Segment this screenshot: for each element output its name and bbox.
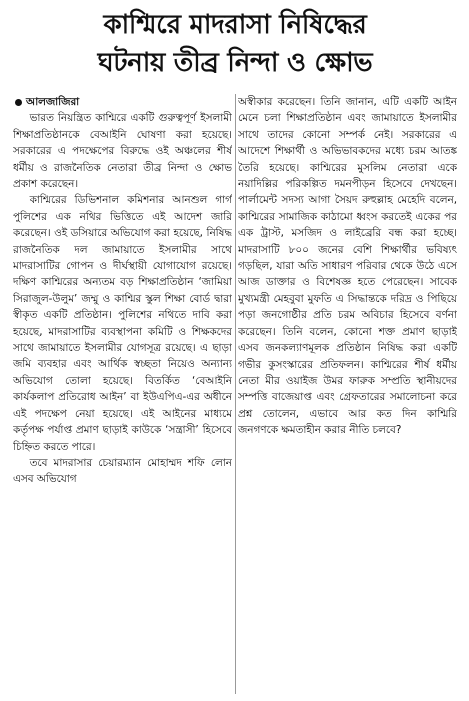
left-column <box>13 94 232 694</box>
byline <box>13 94 232 110</box>
right-column <box>238 94 457 694</box>
headline-line-2: ঘটনায় তীব্র নিন্দা ও ক্ষোভ <box>97 48 373 78</box>
headline-line-1: কাশ্মিরে মাদরাসা নিষিদ্ধের <box>103 10 367 40</box>
byline-source: আলজাজিরা <box>26 96 80 108</box>
headline <box>13 6 457 82</box>
right-paragraph: অস্বীকার করেছেন। তিনি জানান, এটি একটি আইন মেনে চলা শিক্ষাপ্রতিষ্ঠান এবং জামায়াতে ইসলামীর সাথে তাদের কোনো সম্পর্ক নেই। সরকারের এ আদেশে শিক্ষার্থী ও অভিভাবকদের মধ্যে চরম আতঙ্ক তৈরি হয়েছে। কাশ্মিরের মুসলিম নেতারা একে নয়াদিল্লির পরিকল্পিত দমনপীড়ন হিসেবে দেখছেন। পার্লামেন্ট সদস্য আগা সৈয়দ রুহুল্লাহ মেহেদি বলেন, কাশ্মিরের সামাজিক কাঠামো ধ্বংস করতেই একের পর এক ট্রাস্ট, মসজিদ ও লাইব্রেরি বন্ধ করা হচ্ছে। মাদরাসাটি ৮০০ জনের বেশি শিক্ষার্থীর ভবিষ্যৎ গড়ছিল, যারা অতি সাধারণ পরিবার থেকে উঠে এসে আজ ডাক্তার ও বিশেষজ্ঞ হতে পেরেছেন। সাবেক মুখ্যমন্ত্রী মেহবুবা মুফতি এ সিদ্ধান্তকে দরিদ্র ও পিছিয়ে পড়া জনগোষ্ঠীর প্রতি চরম অবিচার হিসেবে বর্ণনা করেছেন। তিনি বলেন, কোনো শক্ত প্রমাণ ছাড়াই এসব জনকল্যাণমূলক প্রতিষ্ঠান নিষিদ্ধ করা একটি গভীর কুসংস্কারের প্রতিফলন। কাশ্মিরের শীর্ষ ধর্মীয় নেতা মীর ওয়াইজ উমর ফারুক সম্প্রতি স্থানীয়দের সম্পত্তি বাজেয়াপ্ত এবং গ্রেফতারের সমালোচনা করে প্রশ্ন তোলেন, এভাবে আর কত দিন কাশ্মিরি জনগণকে ক্ষমতাহীন করার নীতি চলবে? <box>238 96 457 437</box>
column-divider <box>235 94 236 694</box>
left-paragraph: কাশ্মিরের ডিভিশনাল কমিশনার আনশুল গার্গ পুলিশের এক নথির ভিত্তিতে এই আদেশ জারি করেছেন। ওই ডসিয়ারে অভিযোগ করা হয়েছে, নিষিদ্ধ রাজনৈতিক দল জামায়াতে ইসলামীর সাথে মাদরাসাটির গোপন ও দীর্ঘস্থায়ী যোগাযোগ রয়েছে। দক্ষিণ কাশ্মিরের অন্যতম বড় শিক্ষাপ্রতিষ্ঠান ‘জামিয়া সিরাজুল-উলুম’ জম্মু ও কাশ্মির স্কুল শিক্ষা বোর্ড দ্বারা স্বীকৃত একটি প্রতিষ্ঠান। পুলিশের নথিতে দাবি করা হয়েছে, মাদরাসাটির ব্যবস্থাপনা কমিটি ও শিক্ষকদের সাথে জামায়াতে ইসলামীর যোগসূত্র রয়েছে। এ ছাড়া জমি ব্যবহার এবং আর্থিক স্বচ্ছতা নিয়েও অন্যান্য অভিযোগ তোলা হয়েছে। বিতর্কিত ‘বেআইনি কার্যকলাপ প্রতিরোধ আইন’ বা ইউএপিএ-এর অধীনে এই পদক্ষেপ নেয়া হয়েছে। এই আইনের মাধ্যমে কর্তৃপক্ষ পর্যাপ্ত প্রমাণ ছাড়াই কাউকে ‘সন্ত্রাসী’ হিসেবে চিহ্নিত করতে পারে। <box>13 194 232 453</box>
left-paragraph: তবে মাদরাসার চেয়ারম্যান মোহাম্মদ শফি লোন এসব অভিযোগ <box>13 456 232 486</box>
left-paragraph: ভারত নিয়ন্ত্রিত কাশ্মিরে একটি গুরুত্বপূর্ণ ইসলামী শিক্ষাপ্রতিষ্ঠানকে বেআইনি ঘোষণা করা হয়েছে। সরকারের এ পদক্ষেপের বিরুদ্ধে ওই অঞ্চলের শীর্ষ ধর্মীয় ও রাজনৈতিক নেতারা তীব্র নিন্দা ও ক্ষোভ প্রকাশ করেছেন। <box>13 112 232 191</box>
bullet-icon <box>15 99 22 106</box>
